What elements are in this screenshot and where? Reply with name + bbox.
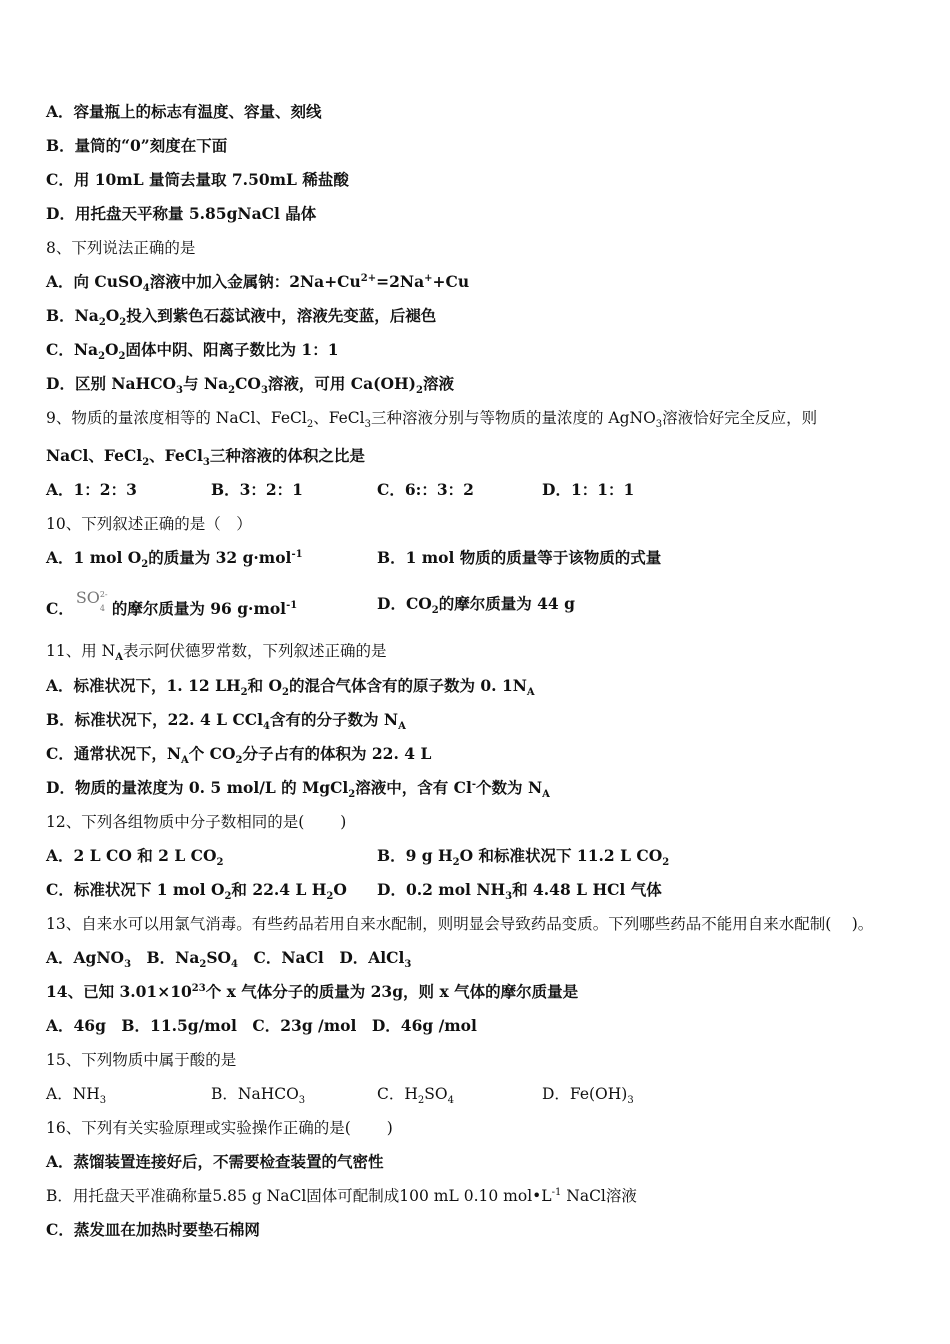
q7-option-a: A．容量瓶上的标志有温度、容量、刻线: [46, 102, 322, 121]
q8-option-a: A．向 CuSO$_4$溶液中加入金属钠：$2Na+Cu^{2+}=2Na^++Cu$: [46, 272, 470, 295]
q11-stem: 11、用 $N_A$表示阿伏德罗常数，下列叙述正确的是: [46, 642, 387, 664]
q12-stem: 12、下列各组物质中分子数相同的是( ): [46, 813, 347, 831]
q9-stem-line1: 9、物质的量浓度相等的 NaCl、FeCl$_2$、FeCl$_3$三种溶液分别与等物质的量浓度的 AgNO$_3$溶液恰好完全反应，则: [46, 409, 818, 431]
q16-option-c: C．蒸发皿在加热时要垫石棉网: [46, 1220, 260, 1239]
q12-option-c: C．标准状况下 1 mol $O_2$和 22.4 L $H_2O$: [46, 880, 347, 903]
q8-option-d: D．区别 NaHCO$_3$与 $Na_2CO_3$溶液，可用 $Ca(OH)_2$溶液: [46, 374, 454, 397]
q8-option-c: C．$Na_2O_2$固体中阴、阳离子数比为 1：1: [46, 340, 339, 363]
q14-options: A．46g B．11.5g/mol C．23g /mol D．46g /mol: [46, 1016, 477, 1035]
q9-option-d: D．1：1：1: [542, 480, 635, 499]
q8-stem: 8、下列说法正确的是: [46, 239, 196, 257]
q13-options: A．AgNO$_3$ B．$Na_2SO_4$ C．NaCl D．AlCl$_3$: [46, 948, 412, 971]
q11-option-c: C．通常状况下，$N_A$个 $CO_2$分子占有的体积为 22. 4 L: [46, 744, 432, 767]
q10-option-c: C． SO 2- 4 的摩尔质量为 96 g·mol$^{-1}$: [46, 588, 298, 618]
q7-option-b: B．量筒的“0”刻度在下面: [46, 136, 228, 155]
q9-option-c: C．6:：3：2: [377, 480, 474, 499]
q15-option-b: B．NaHCO$_3$: [211, 1085, 306, 1107]
q10-option-a: A．1 mol $O_2$的质量为 32 g·mol$^{-1}$: [46, 548, 303, 571]
q15-stem: 15、下列物质中属于酸的是: [46, 1051, 237, 1069]
q10-stem: 10、下列叙述正确的是（ ）: [46, 515, 252, 533]
q11-option-a: A．标准状况下，1. 12 $LH_2$和 $O_2$的混合气体含有的原子数为 0. $1N_A$: [46, 676, 535, 699]
q12-option-d: D．0.2 mol $NH_3$和 4.48 L HCl 气体: [377, 880, 662, 903]
sulfate-ion-formula: SO 2- 4: [75, 588, 108, 613]
q15-option-c: C．$H_2SO_4$: [377, 1085, 454, 1107]
q7-option-c: C．用 10mL 量筒去量取 7.50mL 稀盐酸: [46, 170, 349, 189]
q15-option-d: D．$Fe(OH)_3$: [542, 1085, 634, 1107]
q12-option-b: B．9 g $H_2O$ 和标准状况下 11.2 L $CO_2$: [377, 846, 670, 869]
q13-stem: 13、自来水可以用氯气消毒。有些药品若用自来水配制，则明显会导致药品变质。下列哪些药品不能用自来水配制( )。: [46, 915, 874, 933]
q16-stem: 16、下列有关实验原理或实验操作正确的是( ): [46, 1119, 393, 1137]
q7-option-d: D．用托盘天平称量 5.85gNaCl 晶体: [46, 204, 317, 223]
q9-option-a: A．1：2：3: [46, 480, 137, 499]
q9-option-b: B．3：2：1: [211, 480, 303, 499]
q10-option-d: D．$CO_2$的摩尔质量为 44 g: [377, 594, 575, 617]
q11-option-d: D．物质的量浓度为 0. 5 mol/L 的 MgCl$_2$溶液中，含有 Cl-个数为 $N_A$: [46, 778, 550, 801]
q9-stem-line2: NaCl、FeCl$_2$、FeCl$_3$三种溶液的体积之比是: [46, 446, 365, 469]
q8-option-b: B．$Na_2O_2$投入到紫色石蕊试液中，溶液先变蓝，后褪色: [46, 306, 437, 329]
q15-option-a: A．$NH_3$: [46, 1085, 107, 1107]
q16-option-a: A．蒸馏装置连接好后，不需要检查装置的气密性: [46, 1152, 384, 1171]
q12-option-a: A．2 L CO 和 2 L $CO_2$: [46, 846, 224, 869]
q10-option-b: B．1 mol 物质的质量等于该物质的式量: [377, 548, 662, 567]
q11-option-b: B．标准状况下，22. 4 L CCl$_4$含有的分子数为 $N_A$: [46, 710, 406, 733]
q16-option-b: B．用托盘天平准确称量5.85 g NaCl固体可配制成100 mL 0.10 $mol•L^{-1}$ NaCl溶液: [46, 1186, 637, 1205]
q14-stem: 14、已知 $3.01\times 10^{23}$个 x 气体分子的质量为 23g，则 x 气体的摩尔质量是: [46, 982, 579, 1001]
